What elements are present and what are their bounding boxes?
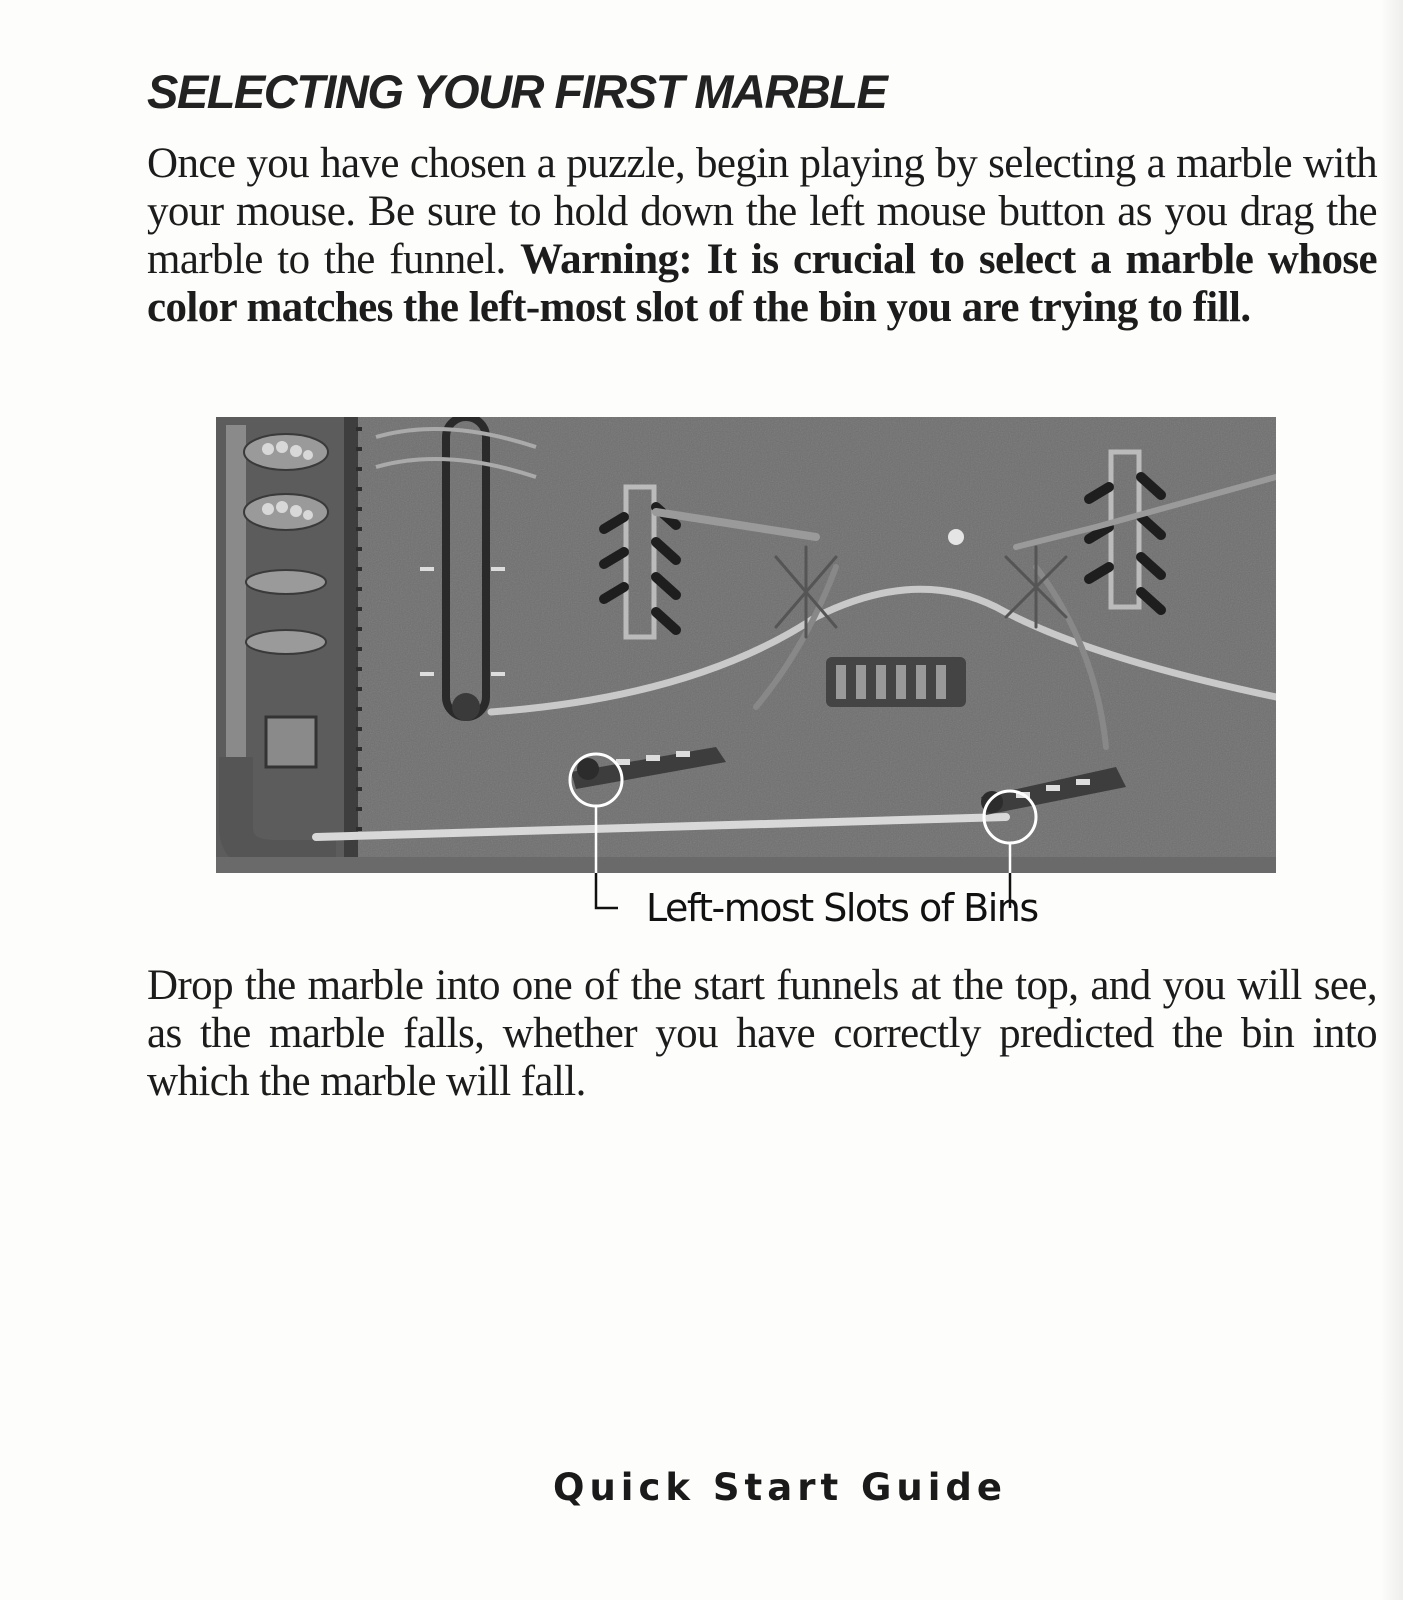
intro-text: Once you have chosen a puzzle, begin playing by selecting a marble with your mouse. Be sure to hold down the left mouse button as you drag the marble to the funnel. <box>147 140 1377 283</box>
figure-caption: Left-most Slots of Bins <box>646 886 1038 930</box>
paragraph-drop: Drop the marble into one of the start funnels at the top, and you will see, as the marble falls, whether you have correctly predicted the bin into which the marble will fall. <box>147 962 1377 1105</box>
page-edge-shadow <box>1381 0 1403 1600</box>
game-screenshot <box>216 417 1276 873</box>
marble-supply-column <box>216 417 362 873</box>
center-gear-block <box>826 657 966 707</box>
paragraph-intro <box>147 140 1377 332</box>
page-title: SELECTING YOUR FIRST MARBLE <box>147 65 887 118</box>
marble-in-play <box>948 529 964 545</box>
footer-guide-title: Quick Start Guide <box>553 1466 1007 1509</box>
warning-text: Warning: It is crucial to select a marble whose color matches the left-most slot of the bin you are trying to fill. <box>147 236 1377 331</box>
